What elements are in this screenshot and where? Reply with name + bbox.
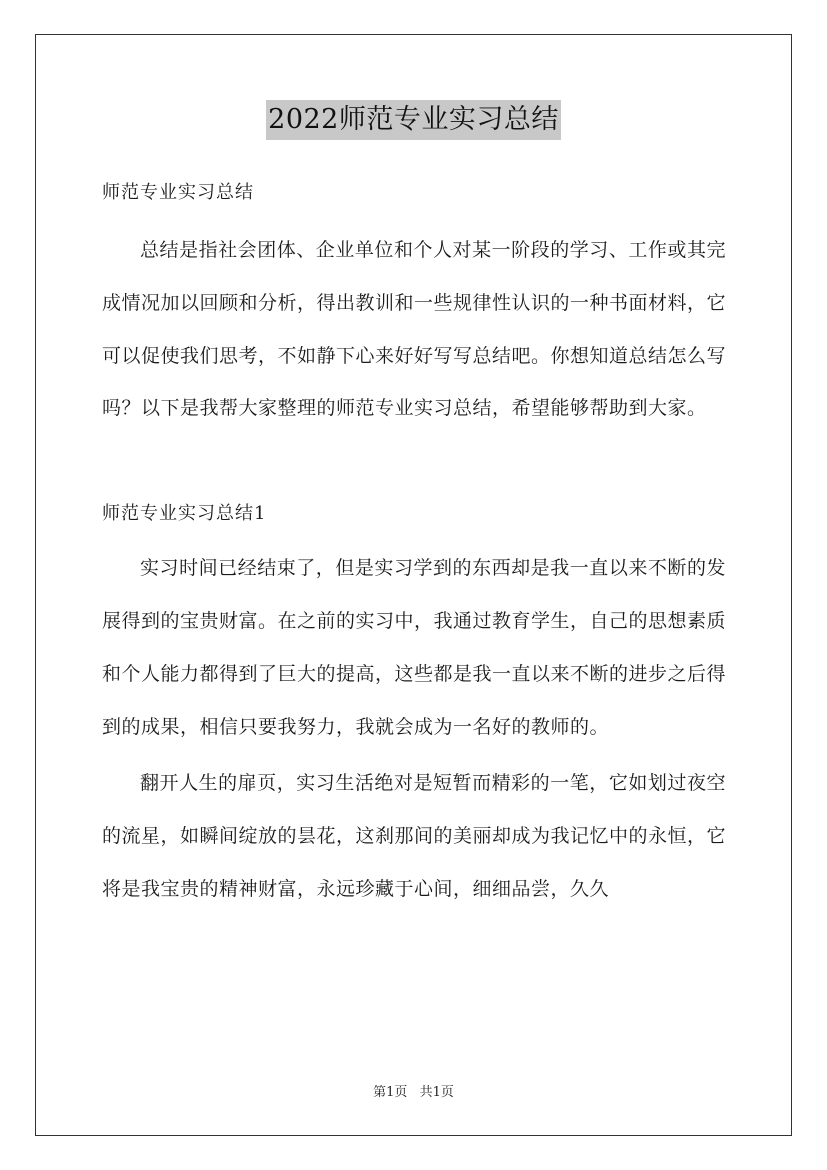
- section1-heading: 师范专业实习总结1: [102, 503, 267, 525]
- intro-heading: 师范专业实习总结: [102, 182, 254, 203]
- page-number-total: 共1页: [419, 1085, 454, 1100]
- intro-paragraph: 总结是指社会团体、企业单位和个人对某一阶段的学习、工作或其完成情况加以回顾和分析，得出教训和一些规律性认识的一种书面材料，它可以促使我们思考，不如静下心来好好写写总结吧。你想知道总结怎么写吗？以下是我帮大家整理的师范专业实习总结，希望能够帮助到大家。: [102, 239, 727, 420]
- section1-paragraph-2: 翻开人生的扉页，实习生活绝对是短暂而精彩的一笔，它如划过夜空的流星，如瞬间绽放的昙花，这刹那间的美丽却成为我记忆中的永恒，它将是我宝贵的精神财富，永远珍藏于心间，细细品尝，久久: [102, 772, 727, 900]
- section1-paragraph-1: 实习时间已经结束了，但是实习学到的东西却是我一直以来不断的发展得到的宝贵财富。在之前的实习中，我通过教育学生，自己的思想素质和个人能力都得到了巨大的提高，这些都是我一直以来不断的进步之后得到的成果，相信只要我努力，我就会成为一名好的教师的。: [102, 557, 727, 738]
- document-body: [102, 170, 726, 916]
- title-container: [0, 100, 827, 140]
- document-title: 2022师范专业实习总结: [266, 100, 561, 140]
- page-footer: [0, 1083, 827, 1103]
- page-number-current: 第1页: [373, 1085, 408, 1100]
